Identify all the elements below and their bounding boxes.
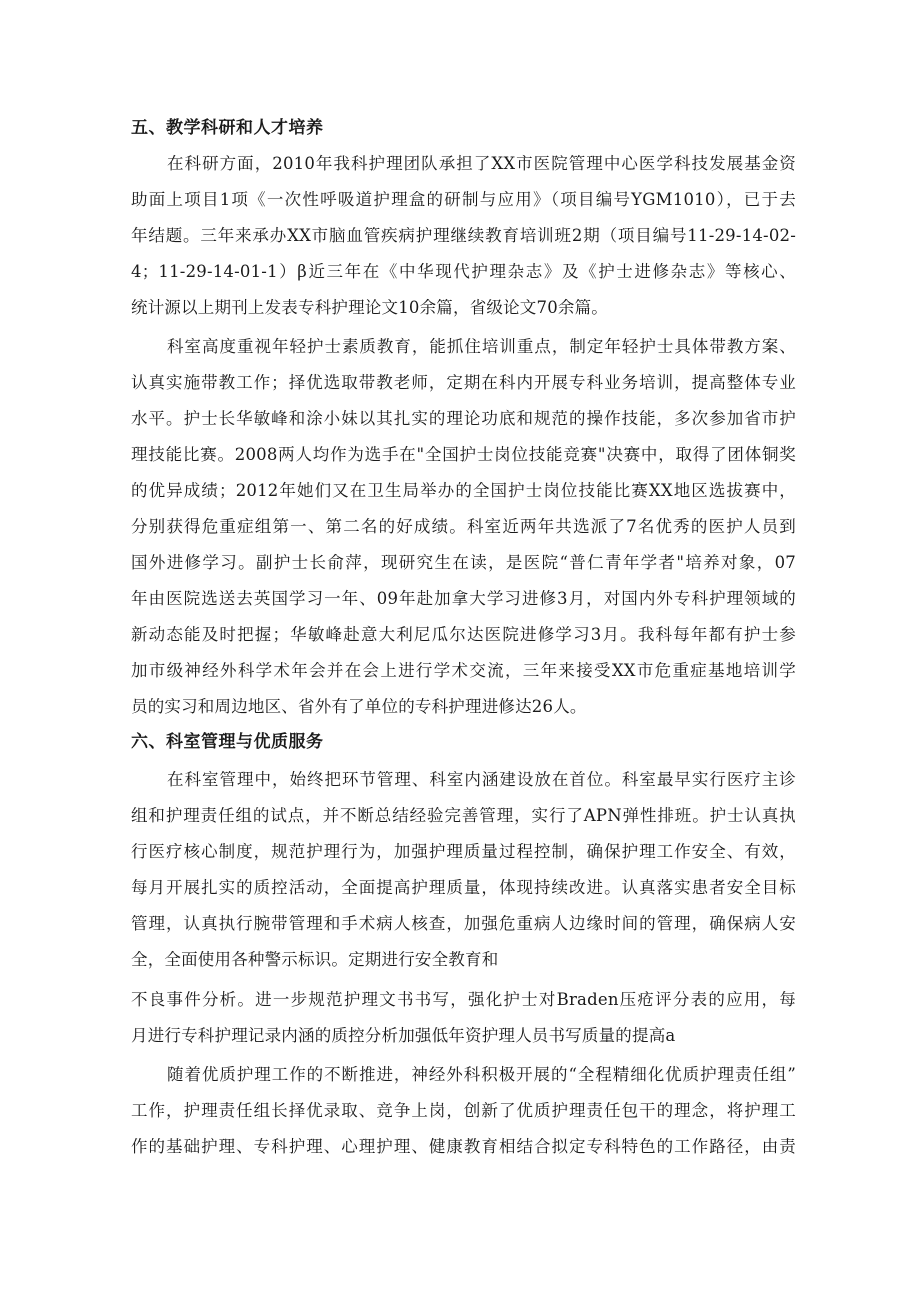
paragraph-line: 新动态能及时把握；华敏峰赴意大利尼瓜尔达医院进修学习3月。我科每年都有护士参 — [131, 625, 796, 644]
paragraph-line: 员的实习和周边地区、省外有了单位的专科护理进修达26人。 — [131, 697, 587, 716]
paragraph-line: 理技能比赛。2008两人均作为选手在"全国护士岗位技能竞赛"决赛中，取得了团体铜奖 — [131, 445, 796, 464]
paragraph-line: 不良事件分析。进一步规范护理文书书写，强化护士对Braden压疮评分表的应用，每 — [131, 990, 796, 1009]
paragraph-line: 加市级神经外科学术年会并在会上进行学术交流，三年来接受XX市危重症基地培训学 — [131, 661, 796, 680]
paragraph-line: 的优异成绩；2012年她们又在卫生局举办的全国护士岗位技能比赛XX地区选拔赛中， — [131, 481, 796, 500]
paragraph-line: 国外进修学习。副护士长俞萍，现研究生在读，是医院“普仁青年学者"培养对象，07 — [131, 553, 796, 572]
paragraph-line: 统计源以上期刊上发表专科护理论文10余篇，省级论文70余篇。 — [131, 298, 608, 317]
paragraph-line: 年由医院选送去英国学习一年、09年赴加拿大学习进修3月，对国内外专科护理领域的 — [131, 589, 796, 608]
paragraph-line: 在科研方面，2010年我科护理团队承担了XX市医院管理中心医学科技发展基金资 — [167, 154, 796, 173]
paragraph-line: 作的基础护理、专科护理、心理护理、健康教育相结合拟定专科特色的工作路径，由责 — [131, 1137, 796, 1156]
paragraph-line: 科室高度重视年轻护士素质教育，能抓住培训重点，制定年轻护士具体带教方案、 — [167, 337, 796, 356]
paragraph-line: 在科室管理中，始终把环节管理、科室内涵建设放在首位。科室最早实行医疗主诊 — [167, 770, 796, 789]
section-heading-6: 六、科室管理与优质服务 — [131, 732, 324, 752]
paragraph-line: 工作，护理责任组长择优录取、竞争上岗，创新了优质护理责任包干的理念，将护理工 — [131, 1101, 796, 1120]
paragraph-line: 4；11-29-14-01-1）β近三年在《中华现代护理杂志》及《护士进修杂志》等核心、 — [131, 262, 796, 281]
paragraph-line: 助面上项目1项《一次性呼吸道护理盒的研制与应用》（项目编号YGM1010），已于去 — [131, 190, 796, 209]
section-heading-5: 五、教学科研和人才培养 — [131, 118, 324, 138]
paragraph-line: 月进行专科护理记录内涵的质控分析加强低年资护理人员书写质量的提高a — [131, 1026, 676, 1045]
paragraph-line: 年结题。三年来承办XX市脑血管疾病护理继续教育培训班2期（项目编号11-29-14-02- — [131, 226, 796, 245]
paragraph-line: 全，全面使用各种警示标识。定期进行安全教育和 — [131, 950, 499, 969]
paragraph-line: 行医疗核心制度，规范护理行为，加强护理质量过程控制，确保护理工作安全、有效， — [131, 842, 796, 861]
paragraph-line: 组和护理责任组的试点，并不断总结经验完善管理，实行了APN弹性排班。护士认真执 — [131, 806, 796, 825]
paragraph-line: 每月开展扎实的质控活动，全面提高护理质量，体现持续改进。认真落实患者安全目标 — [131, 878, 796, 897]
paragraph-line: 分别获得危重症组第一、第二名的好成绩。科室近两年共选派了7名优秀的医护人员到 — [131, 517, 796, 536]
paragraph-line: 认真实施带教工作；择优选取带教老师，定期在科内开展专科业务培训，提高整体专业 — [131, 373, 796, 392]
paragraph-line: 水平。护士长华敏峰和涂小妹以其扎实的理论功底和规范的操作技能，多次参加省市护 — [131, 409, 796, 428]
paragraph-line: 随着优质护理工作的不断推进，神经外科积极开展的“全程精细化优质护理责任组” — [167, 1065, 796, 1084]
paragraph-line: 管理，认真执行腕带管理和手术病人核查，加强危重病人边缘时间的管理，确保病人安 — [131, 914, 796, 933]
